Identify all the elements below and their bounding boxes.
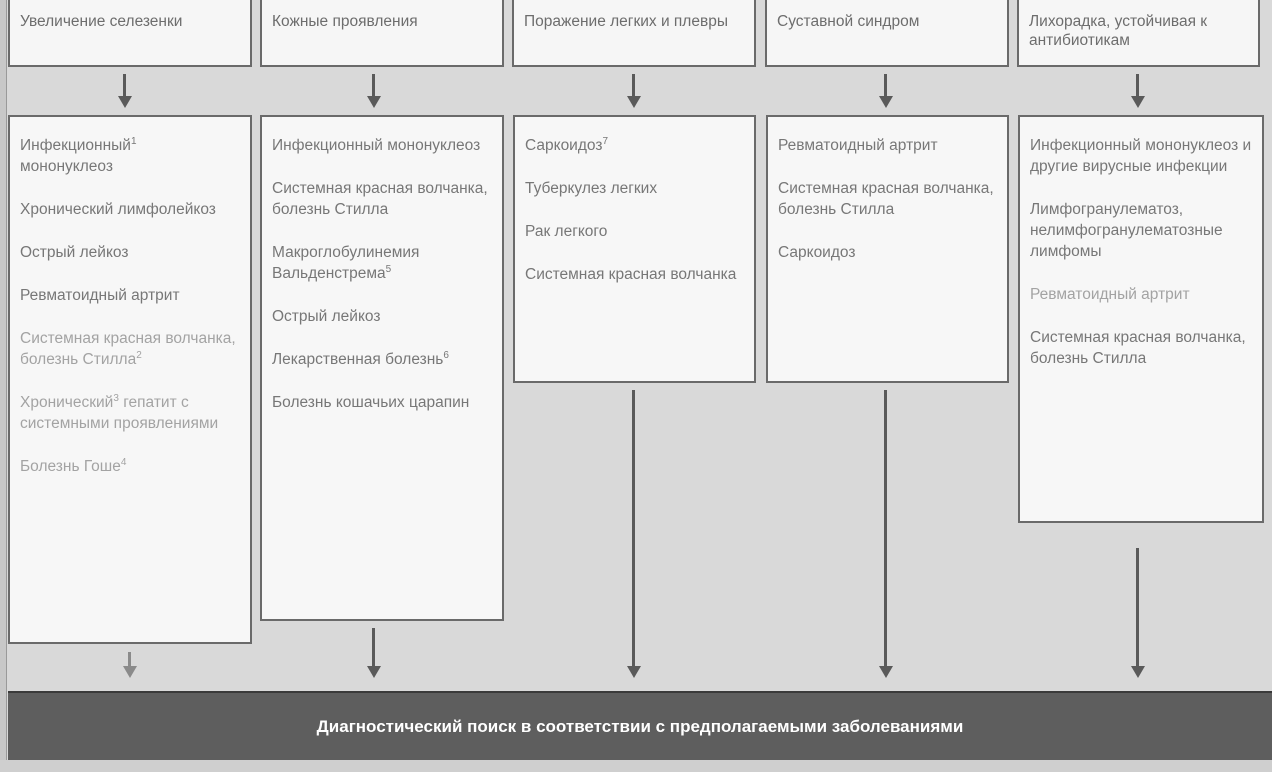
disease-entry: Ревматоидный артрит — [20, 287, 180, 304]
disease-entry: Инфекционный мононуклеоз и другие вирусные инфекции — [1030, 137, 1252, 175]
symptom-box-joints — [765, 0, 1009, 67]
symptom-label: Увеличение селезенки — [20, 13, 183, 30]
symptom-label: Лихорадка, устойчивая к антибиотикам — [1029, 13, 1208, 49]
page-edge — [0, 0, 7, 772]
disease-entry: Рак легкого — [525, 223, 608, 240]
disease-list-joints — [766, 115, 1009, 383]
disease-entry: Острый лейкоз — [20, 244, 129, 261]
disease-entry: Системная красная волчанка, болезнь Стилла — [272, 180, 488, 218]
diagnostic-search-label: Диагностический поиск в соответствии с предполагаемыми заболеваниями — [316, 716, 964, 736]
symptom-label: Кожные проявления — [272, 13, 418, 30]
disease-entry: Инфекционный мононуклеоз — [272, 137, 481, 154]
disease-entry: Туберкулез легких — [525, 180, 658, 197]
symptom-box-fever — [1017, 0, 1260, 67]
symptom-box-skin — [260, 0, 504, 67]
disease-entry: Системная красная волчанка, болезнь Стилла — [1030, 329, 1246, 367]
disease-entry: Хронический лимфолейкоз — [20, 201, 216, 218]
disease-entry: Болезнь кошачьих царапин — [272, 394, 470, 411]
symptom-label: Поражение легких и плевры — [524, 13, 728, 30]
symptom-box-spleen — [8, 0, 252, 67]
disease-list-skin — [260, 115, 504, 621]
disease-entry: Системная красная волчанка — [525, 266, 737, 283]
symptom-box-lungs — [512, 0, 756, 67]
disease-entry: Лекарственная болезнь$^6$ — [272, 349, 449, 368]
bottom-margin — [0, 760, 1272, 772]
disease-entry: Системная красная волчанка, болезнь Стилла$^2$ — [20, 330, 236, 368]
disease-entry: Системная красная волчанка, болезнь Стилла — [778, 180, 994, 218]
disease-entry: Саркоидоз$^7$ — [525, 135, 609, 154]
disease-entry: Инфекционный$^1$ мононуклеоз — [20, 135, 137, 175]
disease-entry: Лимфогранулематоз, нелимфогранулематозные лимфомы — [1030, 201, 1223, 260]
symptom-label: Суставной синдром — [777, 13, 920, 30]
diagnostic-search-bar — [8, 691, 1272, 760]
disease-list-fever — [1018, 115, 1264, 523]
disease-list-lungs — [513, 115, 756, 383]
disease-entry: Острый лейкоз — [272, 308, 381, 325]
disease-entry: Ревматоидный артрит — [1030, 286, 1190, 303]
disease-list-spleen — [8, 115, 252, 644]
disease-entry: Ревматоидный артрит — [778, 137, 938, 154]
disease-entry: Болезнь Гоше$^4$ — [20, 456, 127, 475]
disease-entry: Макроглобулинемия Вальденстрема$^5$ — [272, 244, 420, 282]
disease-entry: Хронический$^3$ гепатит с системными проявлениями — [20, 392, 219, 432]
disease-entry: Саркоидоз — [778, 244, 856, 261]
